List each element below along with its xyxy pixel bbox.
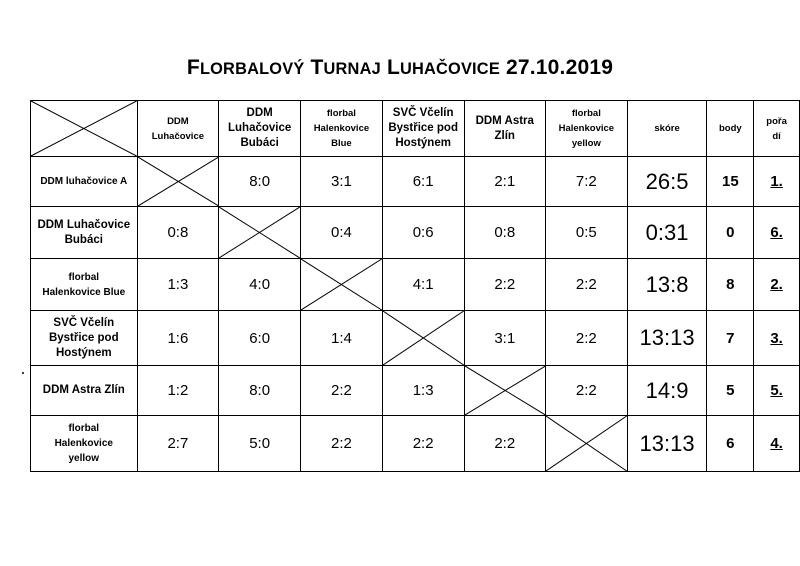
result-cell: 8:0 bbox=[219, 157, 301, 207]
table-row bbox=[31, 311, 800, 366]
row-header-svc-vcelin: SVČ Včelín Bystřice pod Hostýnem bbox=[31, 311, 138, 366]
score-cell: 13:13 bbox=[627, 416, 707, 472]
result-cell: 0:5 bbox=[545, 207, 627, 259]
score-cell: 14:9 bbox=[627, 366, 707, 416]
table-row bbox=[31, 366, 800, 416]
table-row bbox=[31, 259, 800, 311]
points-cell: 0 bbox=[707, 207, 754, 259]
result-cell: 0:8 bbox=[137, 207, 219, 259]
result-cell: 1:3 bbox=[382, 366, 464, 416]
col-header-points: body bbox=[707, 101, 754, 157]
result-cell: 1:3 bbox=[137, 259, 219, 311]
rank-cell: 6. bbox=[754, 207, 800, 259]
diagonal-cross-cell bbox=[137, 157, 219, 207]
rank-cell: 2. bbox=[754, 259, 800, 311]
result-cell: 1:2 bbox=[137, 366, 219, 416]
speck-mark bbox=[22, 372, 24, 374]
result-cell: 0:4 bbox=[301, 207, 383, 259]
result-cell: 2:2 bbox=[545, 366, 627, 416]
result-cell: 2:2 bbox=[464, 416, 545, 472]
header-row bbox=[31, 101, 800, 157]
diagonal-cross-cell bbox=[382, 311, 464, 366]
col-header-ddm-luhacovice: DDM Luhačovice bbox=[137, 101, 219, 157]
result-cell: 1:6 bbox=[137, 311, 219, 366]
result-cell: 8:0 bbox=[219, 366, 301, 416]
rank-cell: 1. bbox=[754, 157, 800, 207]
cross-mark-icon bbox=[219, 207, 300, 258]
points-cell: 5 bbox=[707, 366, 754, 416]
diagonal-cross-cell bbox=[464, 366, 545, 416]
rank-cell: 3. bbox=[754, 311, 800, 366]
row-header-florbal-halenkovice-blue: florbal Halenkovice Blue bbox=[31, 259, 138, 311]
cross-mark-icon bbox=[138, 157, 219, 206]
result-cell: 4:0 bbox=[219, 259, 301, 311]
row-header-ddm-luhacovice-a: DDM luhačovice A bbox=[31, 157, 138, 207]
score-cell: 13:8 bbox=[627, 259, 707, 311]
result-cell: 4:1 bbox=[382, 259, 464, 311]
row-header-florbal-halenkovice-yellow: florbal Halenkovice yellow bbox=[31, 416, 138, 472]
result-cell: 1:4 bbox=[301, 311, 383, 366]
rank-cell: 5. bbox=[754, 366, 800, 416]
score-cell: 26:5 bbox=[627, 157, 707, 207]
result-cell: 2:1 bbox=[464, 157, 545, 207]
result-cell: 6:1 bbox=[382, 157, 464, 207]
col-header-florbal-halenkovice-blue: florbal Halenkovice Blue bbox=[301, 101, 383, 157]
result-cell: 2:2 bbox=[301, 366, 383, 416]
score-cell: 13:13 bbox=[627, 311, 707, 366]
results-table bbox=[30, 100, 800, 472]
result-cell: 3:1 bbox=[464, 311, 545, 366]
result-cell: 5:0 bbox=[219, 416, 301, 472]
result-cell: 2:2 bbox=[545, 259, 627, 311]
col-header-ddm-astra-zlin: DDM Astra Zlín bbox=[464, 101, 545, 157]
table-row bbox=[31, 157, 800, 207]
col-header-svc-vcelin: SVČ Včelín Bystřice pod Hostýnem bbox=[382, 101, 464, 157]
corner-cross-cell bbox=[31, 101, 138, 157]
score-cell: 0:31 bbox=[627, 207, 707, 259]
cross-mark-icon bbox=[465, 366, 545, 415]
col-header-florbal-halenkovice-yellow: florbal Halenkovice yellow bbox=[545, 101, 627, 157]
diagonal-cross-cell bbox=[301, 259, 383, 311]
points-cell: 7 bbox=[707, 311, 754, 366]
points-cell: 15 bbox=[707, 157, 754, 207]
result-cell: 3:1 bbox=[301, 157, 383, 207]
cross-mark-icon bbox=[301, 259, 382, 310]
result-cell: 2:2 bbox=[301, 416, 383, 472]
result-cell: 2:2 bbox=[464, 259, 545, 311]
result-cell: 2:2 bbox=[382, 416, 464, 472]
cross-mark-icon bbox=[383, 311, 464, 365]
col-header-rank: pořa dí bbox=[754, 101, 800, 157]
diagonal-cross-cell bbox=[545, 416, 627, 472]
cross-mark-icon bbox=[546, 416, 627, 471]
points-cell: 8 bbox=[707, 259, 754, 311]
result-cell: 2:2 bbox=[545, 311, 627, 366]
page-title: FLORBALOVÝ TURNAJ LUHAČOVICE 27.10.2019 bbox=[186, 56, 614, 79]
col-header-score: skóre bbox=[627, 101, 707, 157]
row-header-ddm-luhacovice-bubaci: DDM Luhačovice Bubáci bbox=[31, 207, 138, 259]
diagonal-cross-cell bbox=[219, 207, 301, 259]
result-cell: 2:7 bbox=[137, 416, 219, 472]
result-cell: 0:8 bbox=[464, 207, 545, 259]
row-header-ddm-astra-zlin: DDM Astra Zlín bbox=[31, 366, 138, 416]
result-cell: 0:6 bbox=[382, 207, 464, 259]
result-cell: 7:2 bbox=[545, 157, 627, 207]
cross-mark-icon bbox=[31, 101, 137, 156]
rank-cell: 4. bbox=[754, 416, 800, 472]
col-header-ddm-luhacovice-bubaci: DDM Luhačovice Bubáci bbox=[219, 101, 301, 157]
table-row bbox=[31, 416, 800, 472]
result-cell: 6:0 bbox=[219, 311, 301, 366]
points-cell: 6 bbox=[707, 416, 754, 472]
table-row bbox=[31, 207, 800, 259]
